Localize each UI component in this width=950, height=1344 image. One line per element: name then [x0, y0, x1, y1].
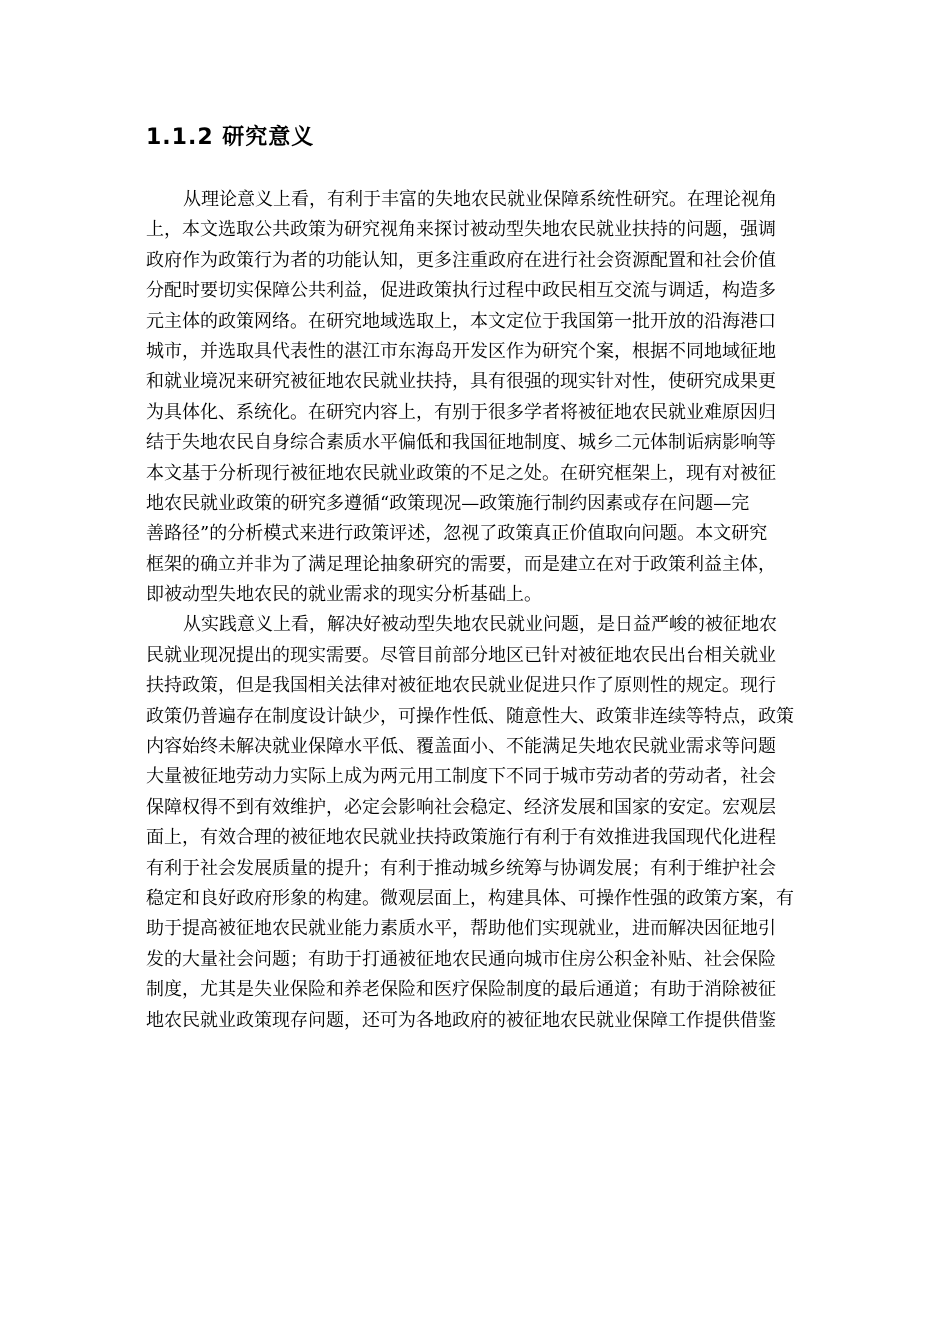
text-line: 城市，并选取具代表性的湛江市东海岛开发区作为研究个案，根据不同地域征地: [146, 340, 776, 362]
text-line: 分配时要切实保障公共利益，促进政策执行过程中政民相互交流与调适，构造多: [146, 280, 776, 302]
text-line: 善路径”的分析模式来进行政策评述，忽视了政策真正价值取向问题。本文研究: [146, 523, 768, 545]
text-line: 政策仍普遍存在制度设计缺少，可操作性低、随意性大、政策非连续等特点，政策: [146, 705, 794, 727]
text-line: 制度，尤其是失业保险和养老保险和医疗保险制度的最后通道；有助于消除被征: [146, 979, 776, 1001]
text-line: 保障权得不到有效维护，必定会影响社会稳定、经济发展和国家的安定。宏观层: [146, 796, 776, 818]
text-line: 稳定和良好政府形象的构建。微观层面上，构建具体、可操作性强的政策方案，有: [146, 887, 794, 909]
text-line: 助于提高被征地农民就业能力素质水平，帮助他们实现就业，进而解决因征地引: [146, 918, 776, 940]
text-line: 内容始终未解决就业保障水平低、覆盖面小、不能满足失地农民就业需求等问题: [146, 736, 776, 758]
text-line: 从实践意义上看，解决好被动型失地农民就业问题，是日益严峻的被征地农: [183, 614, 777, 636]
text-line: 民就业现况提出的现实需要。尽管目前部分地区已针对被征地农民出台相关就业: [146, 644, 776, 666]
text-line: 框架的确立并非为了满足理论抽象研究的需要，而是建立在对于政策利益主体，: [146, 553, 776, 575]
text-line: 即被动型失地农民的就业需求的现实分析基础上。: [146, 584, 542, 606]
paragraph-practical: [146, 610, 806, 1035]
paragraph-theoretical: [146, 185, 806, 610]
text-line: 发的大量社会问题；有助于打通被征地农民通向城市住房公积金补贴、社会保险: [146, 948, 776, 970]
text-line: 地农民就业政策现存问题，还可为各地政府的被征地农民就业保障工作提供借鉴: [146, 1009, 776, 1031]
text-line: 元主体的政策网络。在研究地域选取上，本文定位于我国第一批开放的沿海港口: [146, 310, 776, 332]
text-line: 上，本文选取公共政策为研究视角来探讨被动型失地农民就业扶持的问题，强调: [146, 219, 776, 241]
text-line: 和就业境况来研究被征地农民就业扶持，具有很强的现实针对性，使研究成果更: [146, 371, 776, 393]
text-line: 结于失地农民自身综合素质水平偏低和我国征地制度、城乡二元体制诟病影响等: [146, 432, 776, 454]
text-line: 政府作为政策行为者的功能认知，更多注重政府在进行社会资源配置和社会价值: [146, 249, 776, 271]
text-line: 扶持政策，但是我国相关法律对被征地农民就业促进只作了原则性的规定。现行: [146, 675, 776, 697]
text-line: 为具体化、系统化。在研究内容上，有别于很多学者将被征地农民就业难原因归: [146, 401, 776, 423]
text-line: 本文基于分析现行被征地农民就业政策的不足之处。在研究框架上，现有对被征: [146, 462, 776, 484]
text-line: 从理论意义上看，有利于丰富的失地农民就业保障系统性研究。在理论视角: [183, 189, 777, 210]
text-line: 面上，有效合理的被征地农民就业扶持政策施行有利于有效推进我国现代化进程: [146, 827, 776, 849]
text-line: 有利于社会发展质量的提升；有利于推动城乡统筹与协调发展；有利于维护社会: [146, 857, 776, 879]
body-text: [146, 185, 806, 1036]
text-line: 地农民就业政策的研究多遵循“政策现况—政策施行制约因素或存在问题—完: [146, 492, 750, 514]
section-heading: 1.1.2 研究意义: [146, 125, 315, 150]
text-line: 大量被征地劳动力实际上成为两元用工制度下不同于城市劳动者的劳动者，社会: [146, 766, 776, 788]
